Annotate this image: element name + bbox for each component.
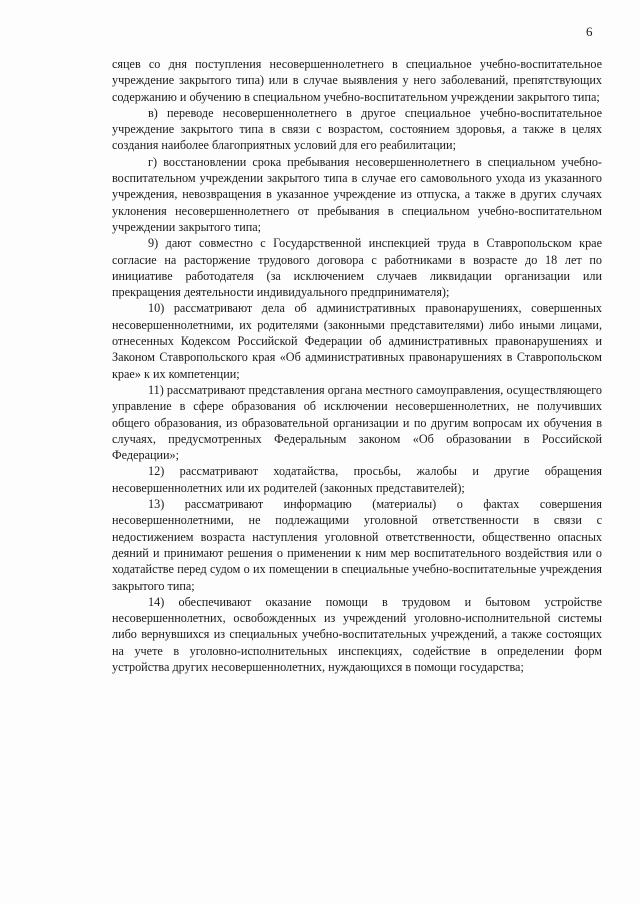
paragraph-item-12: 12) рассматривают ходатайства, просьбы, жалобы и другие обращения несовершеннолетних или их родителей (законных представителей); — [112, 464, 602, 495]
paragraph-item-14: 14) обеспечивают оказание помощи в трудовом и бытовом устройстве несовершеннолетних, освобожденных из учреждений уголовно-исполнительной системы либо вернувшихся из специальных учебно-воспитательных учреждений, а также состоящих на учете в уголовно-исполнительных инспекциях, содействие в определении форм устройства других несовершеннолетних, нуждающихся в помощи государства; — [112, 594, 602, 674]
paragraph-item-11: 11) рассматривают представления органа местного самоуправления, осуществляющего управление в сфере образования об исключении несовершеннолетних, не получивших общего образования, из образовательной организации и по другим вопросам их обучения в случаях, предусмотренных Федеральным законом «Об образовании в Российской Федерации»; — [112, 382, 602, 463]
page-number: 6 — [586, 24, 593, 39]
paragraph-item-13: 13) рассматривают информацию (материалы) о фактах совершения несовершеннолетними, не подлежащими уголовной ответственности в связи с недостижением возраста наступления уголовной ответственности, общественно опасных деяний и принимают решения о применении к ним мер воспитательного воздействия или о ходатайстве перед судом о их помещении в специальные учебно-воспитательные учреждения закрытого типа; — [112, 497, 602, 593]
paragraph-continuation: сяцев со дня поступления несовершеннолетнего в специальное учебно-воспитательное учреждение закрытого типа) или в случае выявления у него заболеваний, препятствующих содержанию и обучению в специальном учебно-воспитательном учреждении закрытого типа; — [112, 57, 602, 104]
paragraph-item-10: 10) рассматривают дела об административных правонарушениях, совершенных несовершеннолетними, их родителями (законными представителями) либо иными лицами, отнесенных Кодексом Российской Федерации об административных правонарушениях и Законом Ставропольского края «Об административных правонарушениях в Ставропольском крае» к их компетенции; — [112, 301, 602, 381]
paragraph-item-v: в) переводе несовершеннолетнего в другое специальное учебно-воспитательное учреждение закрытого типа в связи с возрастом, состоянием здоровья, а также в целях создания наиболее благоприятных условий для его реабилитации; — [112, 105, 602, 153]
paragraph-item-g: г) восстановлении срока пребывания несовершеннолетнего в специальном учебно-воспитательном учреждении закрытого типа в случае его самовольного ухода из указанного учреждения, невозвращения в указанное учреждение из отпуска, а также в других случаях уклонения несовершеннолетнего от пребывания в специальном учебно-воспитательном учреждении закрытого типа; — [112, 154, 602, 234]
paragraph-item-9: 9) дают совместно с Государственной инспекцией труда в Ставропольском крае согласие на расторжение трудового договора с работниками в возрасте до 18 лет по инициативе работодателя (за исключением случаев ликвидации организации или прекращения деятельности индивидуального предпринимателя); — [112, 236, 602, 300]
document-body — [112, 56, 602, 675]
